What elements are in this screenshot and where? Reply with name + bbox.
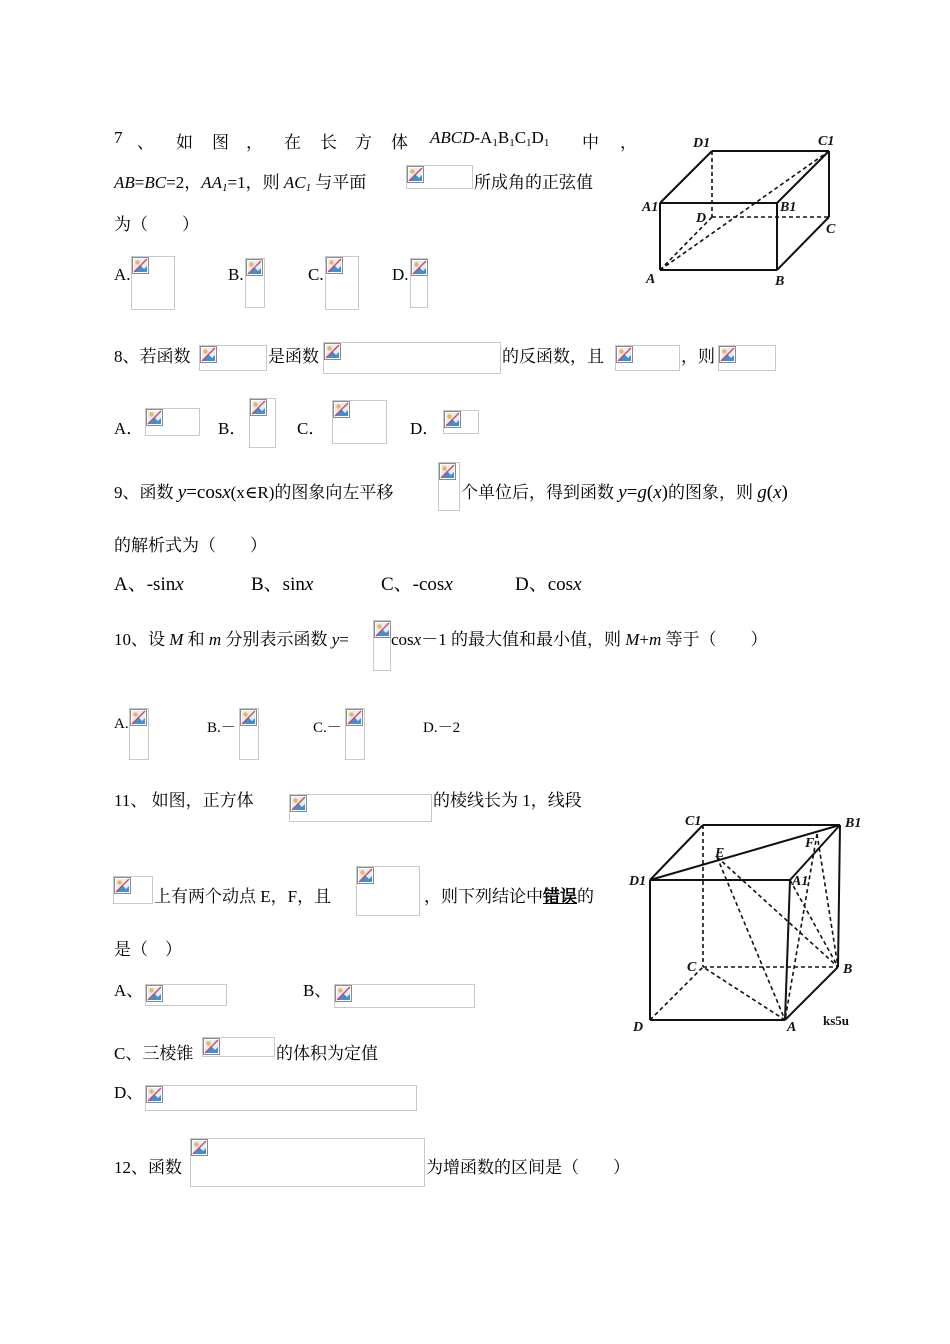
- q7-word: ，: [246, 133, 263, 152]
- q11-line1a: 11、 如图，正方体: [114, 791, 254, 810]
- q9-option-b: B、sinx: [251, 574, 314, 595]
- q8-option-b: B．: [218, 419, 247, 438]
- q9-option-d: D、cosx: [515, 574, 582, 595]
- q7-word: ，: [620, 133, 637, 152]
- formula-image-placeholder: [345, 708, 365, 760]
- formula-image-placeholder: [145, 408, 200, 436]
- q7-line2: AB=BC=2，$AA_1=1$，则 $AC_1$ 与平面: [114, 173, 367, 194]
- q8-text: 是函数: [268, 347, 319, 366]
- formula-image-placeholder: [406, 165, 473, 189]
- q11-line2a: 上有两个动点 E，F，且: [154, 887, 332, 906]
- broken-image-icon: [146, 409, 163, 426]
- broken-image-icon: [132, 257, 149, 274]
- broken-image-icon: [200, 346, 217, 363]
- broken-image-icon: [616, 346, 633, 363]
- q7-option-d: D.: [392, 265, 409, 284]
- fig7-label: B1: [780, 200, 797, 215]
- q12-text: 12、函数: [114, 1158, 182, 1177]
- formula-image-placeholder: [199, 345, 267, 371]
- broken-image-icon: [191, 1139, 208, 1156]
- broken-image-icon: [335, 985, 352, 1002]
- broken-image-icon: [357, 867, 374, 884]
- broken-image-icon: [407, 166, 424, 183]
- q8-option-d: D．: [410, 419, 440, 438]
- formula-image-placeholder: [289, 794, 432, 822]
- broken-image-icon: [439, 463, 456, 480]
- formula-image-placeholder: [410, 258, 428, 308]
- fig11-label: C1: [685, 814, 702, 829]
- formula-image-placeholder: [334, 984, 475, 1008]
- broken-image-icon: [240, 709, 257, 726]
- q11-option-c: C、三棱锥: [114, 1044, 194, 1063]
- q10-line1b: cosx－1 的最大值和最小值，则 M+m 等于（ ）: [391, 630, 768, 649]
- fig11-label: E: [715, 846, 725, 861]
- q9-line1b: 个单位后，得到函数 y=g(x)的图象，则 g(x): [461, 482, 788, 503]
- formula-image-placeholder: [249, 398, 276, 448]
- q10-option-a: A.: [114, 716, 129, 732]
- q7-word: 方: [355, 133, 372, 152]
- fig11-label: A1: [792, 874, 809, 889]
- fig7-label: C1: [818, 134, 835, 149]
- q7-number: 7: [114, 128, 123, 147]
- broken-image-icon: [444, 411, 461, 428]
- broken-image-icon: [146, 1086, 163, 1103]
- q12-text: 为增函数的区间是（ ）: [426, 1158, 630, 1177]
- broken-image-icon: [130, 709, 147, 726]
- q10-option-c: C.－: [313, 720, 342, 736]
- fig7-label: B: [775, 274, 785, 289]
- q7-word: 图: [212, 133, 229, 152]
- broken-image-icon: [333, 401, 350, 418]
- fig11-label: C: [687, 960, 697, 975]
- fig11-label: D: [633, 1020, 644, 1035]
- formula-image-placeholder: [145, 984, 227, 1006]
- q11-option-c-tail: 的体积为定值: [276, 1044, 378, 1063]
- q9-option-a: A、-sinx: [114, 574, 184, 595]
- broken-image-icon: [324, 343, 341, 360]
- q7-line2-tail: 所成角的正弦值: [474, 173, 593, 192]
- q9-line1a: 9、函数 y=cosx(x∈R)的图象向左平移: [114, 482, 394, 503]
- formula-image-placeholder: [131, 256, 175, 310]
- q11-option-a: A、: [114, 981, 144, 1000]
- q11-option-d: D、: [114, 1083, 144, 1102]
- broken-image-icon: [203, 1038, 220, 1055]
- q10-option-b: B.－: [207, 720, 236, 736]
- fig11-watermark: ks5u: [823, 1013, 850, 1028]
- q7-option-a: A.: [114, 265, 131, 284]
- q7-solid-name: ABCD-$A_1B_1C_1D_1$: [430, 128, 550, 149]
- formula-image-placeholder: [129, 708, 149, 760]
- q8-text: 8、若函数: [114, 347, 191, 366]
- q8-text: ，则: [681, 347, 715, 366]
- q7-word: 中: [582, 133, 599, 152]
- q7-word: 长: [320, 133, 337, 152]
- formula-image-placeholder: [332, 400, 387, 444]
- formula-image-placeholder: [323, 342, 501, 374]
- q7-word: 体: [391, 133, 408, 152]
- cube-figure: [625, 805, 875, 1040]
- q7-line3: 为（ ）: [114, 215, 199, 234]
- fig11-label: D1: [629, 874, 647, 889]
- broken-image-icon: [374, 621, 391, 638]
- formula-image-placeholder: [113, 876, 153, 904]
- formula-image-placeholder: [239, 708, 259, 760]
- cuboid-figure: [630, 125, 860, 290]
- fig7-label: D: [696, 211, 707, 226]
- q8-option-a: A．: [114, 419, 144, 438]
- fig11-label: B: [843, 962, 853, 977]
- emphasis-word: 错误: [543, 887, 577, 906]
- formula-image-placeholder: [438, 462, 460, 511]
- q7-word: 如: [176, 133, 193, 152]
- q11-line3: 是（ ）: [114, 940, 182, 959]
- broken-image-icon: [346, 709, 363, 726]
- fig11-label: A: [787, 1020, 797, 1035]
- q7-sep: 、: [137, 133, 154, 152]
- fig7-label: A: [646, 272, 656, 287]
- fig7-label: A1: [642, 200, 659, 215]
- formula-image-placeholder: [190, 1138, 425, 1187]
- q9-line2: 的解析式为（ ）: [114, 536, 267, 555]
- broken-image-icon: [290, 795, 307, 812]
- formula-image-placeholder: [718, 345, 776, 371]
- broken-image-icon: [719, 346, 736, 363]
- formula-image-placeholder: [245, 258, 265, 308]
- fig11-label: F: [805, 836, 815, 851]
- broken-image-icon: [326, 257, 343, 274]
- q9-option-c: C、-cosx: [381, 574, 453, 595]
- q7-option-c: C.: [308, 265, 324, 284]
- formula-image-placeholder: [373, 620, 391, 671]
- fig7-label: D1: [693, 136, 711, 151]
- formula-image-placeholder: [145, 1085, 417, 1111]
- broken-image-icon: [114, 877, 131, 894]
- formula-image-placeholder: [615, 345, 680, 371]
- q10-option-d: D.－2: [423, 720, 461, 736]
- fig7-label: C: [826, 222, 836, 237]
- q10-line1a: 10、设 M 和 m 分别表示函数 y=: [114, 630, 349, 649]
- broken-image-icon: [246, 259, 263, 276]
- formula-image-placeholder: [202, 1037, 275, 1057]
- q8-option-c: C．: [297, 419, 326, 438]
- q7-option-b: B.: [228, 265, 244, 284]
- broken-image-icon: [411, 259, 428, 276]
- broken-image-icon: [250, 399, 267, 416]
- formula-image-placeholder: [443, 410, 479, 434]
- q11-line2b: ，则下列结论中错误的: [424, 887, 594, 906]
- formula-image-placeholder: [325, 256, 359, 310]
- q7-word: 在: [284, 133, 301, 152]
- broken-image-icon: [146, 985, 163, 1002]
- fig11-label: B1: [845, 816, 862, 831]
- q8-text: 的反函数，且: [502, 347, 604, 366]
- formula-image-placeholder: [356, 866, 420, 916]
- q11-line1b: 的棱线长为 1，线段: [433, 791, 582, 810]
- q11-option-b: B、: [303, 981, 332, 1000]
